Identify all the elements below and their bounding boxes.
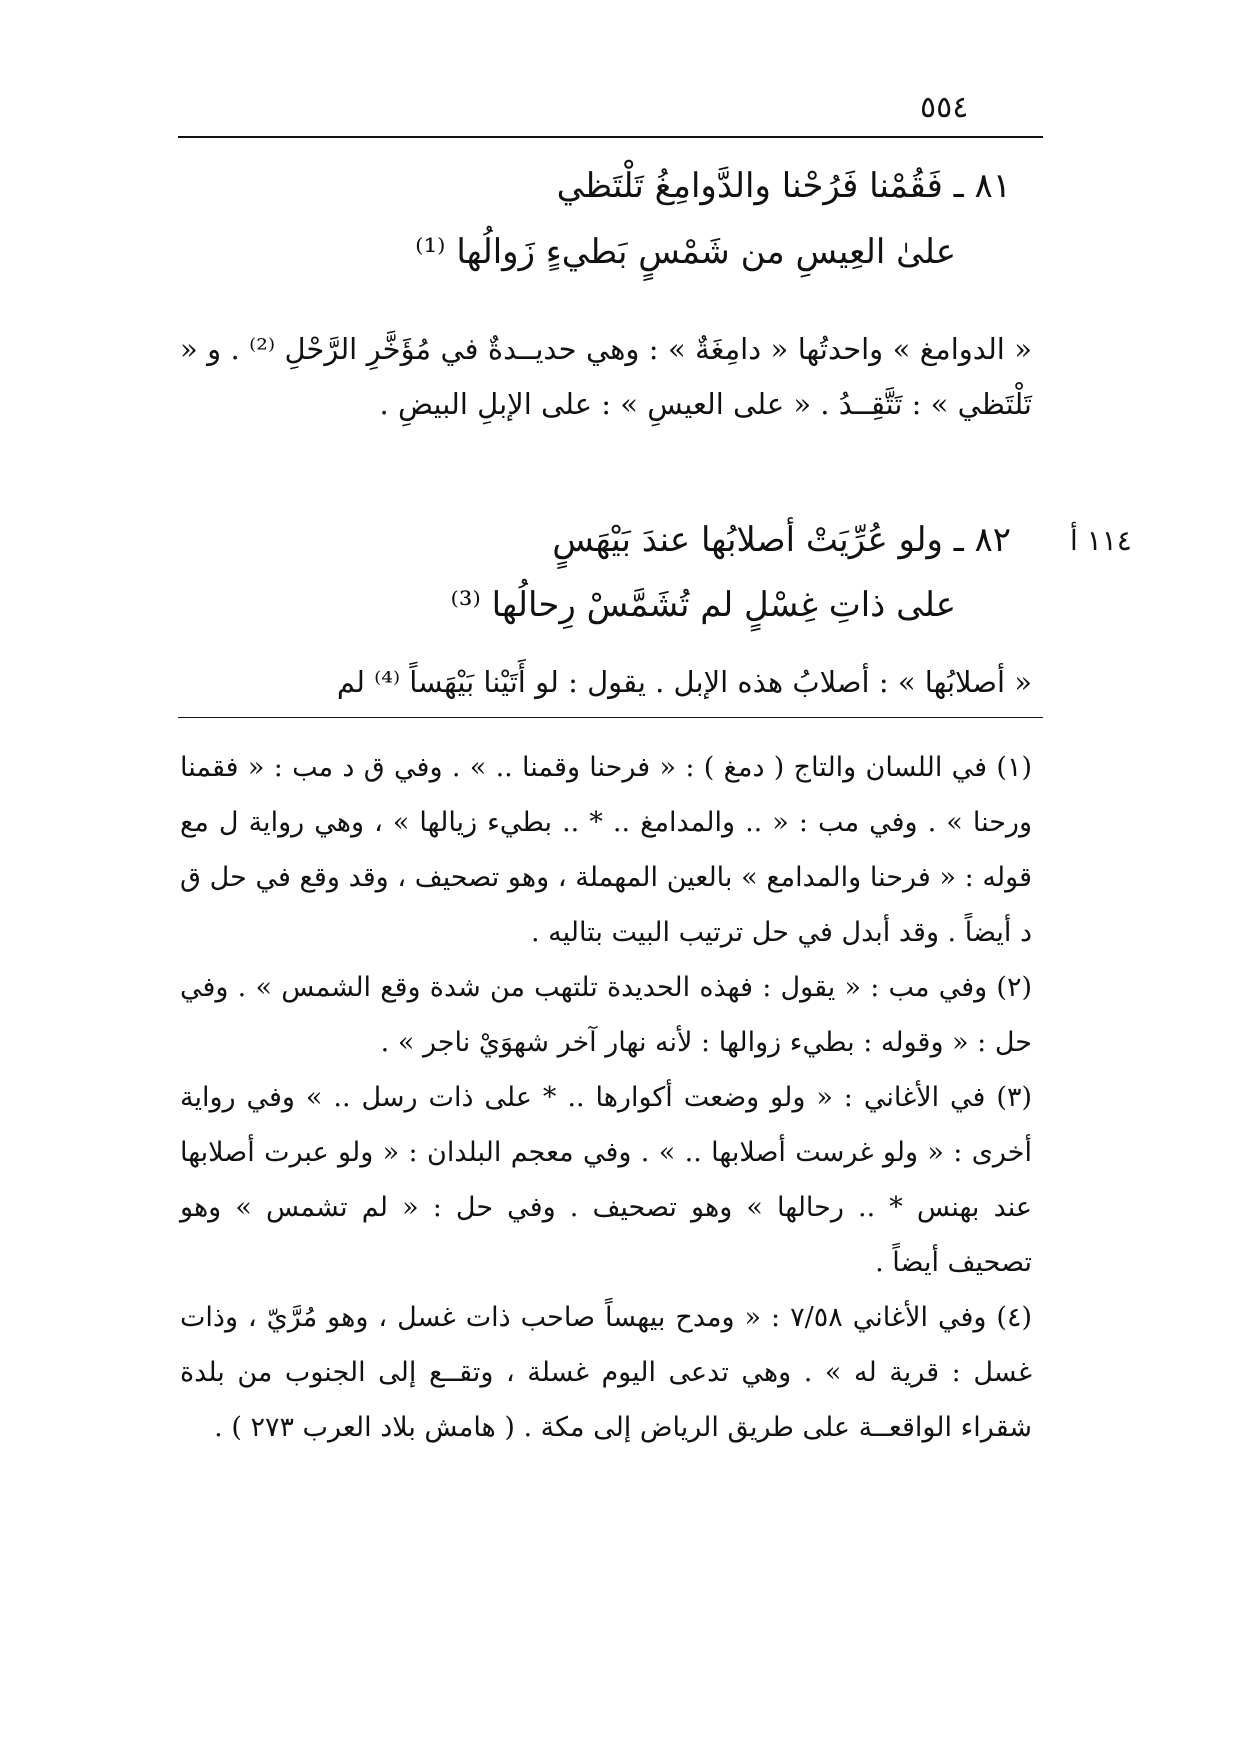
footnote-rule [178, 717, 1043, 718]
margin-note: ١١٤ أ [1070, 524, 1132, 557]
page-number: ٥٥٤ [920, 90, 969, 125]
verse-81-line-2: علىٰ العِيسِ من شَمْسٍ بَطيءٍ زَوالُها ⁽¹⁾ [415, 232, 956, 272]
gloss-paragraph-1: « الدوامغ » واحدتُها « دامِغَةٌ » : وهي حديــدةٌ في مُؤَخَّرِ الرَّحْلِ ⁽²⁾ . و « تَلْتَظي » : تَتَّقِــدُ . « على العيسِ » : على الإبلِ البيضِ . [180, 332, 1033, 421]
footnote-4: (٤) وفي الأغاني ٧/٥٨ : « ومدح بيهساً صاحب ذات غسل ، وهو مُرَّيّ ، وذات غسل : قرية له » . وهي تدعى اليوم غسلة ، وتقــع إلى الجنوب من بلدة شقراء الواقعــة على طريق الرياض إلى مكة . ( هامش بلاد العرب ٢٧٣ ) . [180, 1302, 1032, 1443]
top-rule [178, 136, 1043, 138]
footnote-1: (١) في اللسان والتاج ( دمغ ) : « فرحنا وقمنا .. » . وفي ق د مب : « فقمنا ورحنا » . وفي مب : « .. والمدامغ .. * .. بطيء زيالها » ، وهي رواية ل مع قوله : « فرحنا والمدامع » بالعين المهملة ، وهو تصحيف ، وقد وقع في حل ق د أيضاً . وقد أبدل في حل ترتيب البيت بتاليه . [180, 752, 1032, 948]
verse-81-line-1: ٨١ ـ فَقُمْنا فَرُحْنا والدَّوامِغُ تَلْتَظي [556, 166, 1011, 206]
verse-82-line-2: على ذاتِ غِسْلٍ لم تُشَمَّسْ رِحالُها ⁽³⁾ [450, 585, 956, 625]
verse-82-line-1: ٨٢ ـ ولو عُرِّيَتْ أصلابُها عندَ بَيْهَسٍ [552, 520, 1011, 560]
gloss-paragraph-2: « أصلابُها » : أصلابُ هذه الإبل . يقول : لو أَتَيْنا بَيْهَساً ⁽⁴⁾ لم [336, 665, 1032, 699]
footnote-3: (٣) في الأغاني : « ولو وضعت أكوارها .. * على ذات رسل .. » وفي رواية أخرى : « ولو غرست أصلابها .. » . وفي معجم البلدان : « ولو عبرت أصلابها عند بهنس * .. رحالها » وهو تصحيف . وفي حل : « لم تشمس » وهو تصحيف أيضاً . [180, 1082, 1032, 1278]
footnote-2: (٢) وفي مب : « يقول : فهذه الحديدة تلتهب من شدة وقع الشمس » . وفي حل : « وقوله : بطيء زوالها : لأنه نهار آخر شهوَيْ ناجر » . [180, 972, 1032, 1058]
